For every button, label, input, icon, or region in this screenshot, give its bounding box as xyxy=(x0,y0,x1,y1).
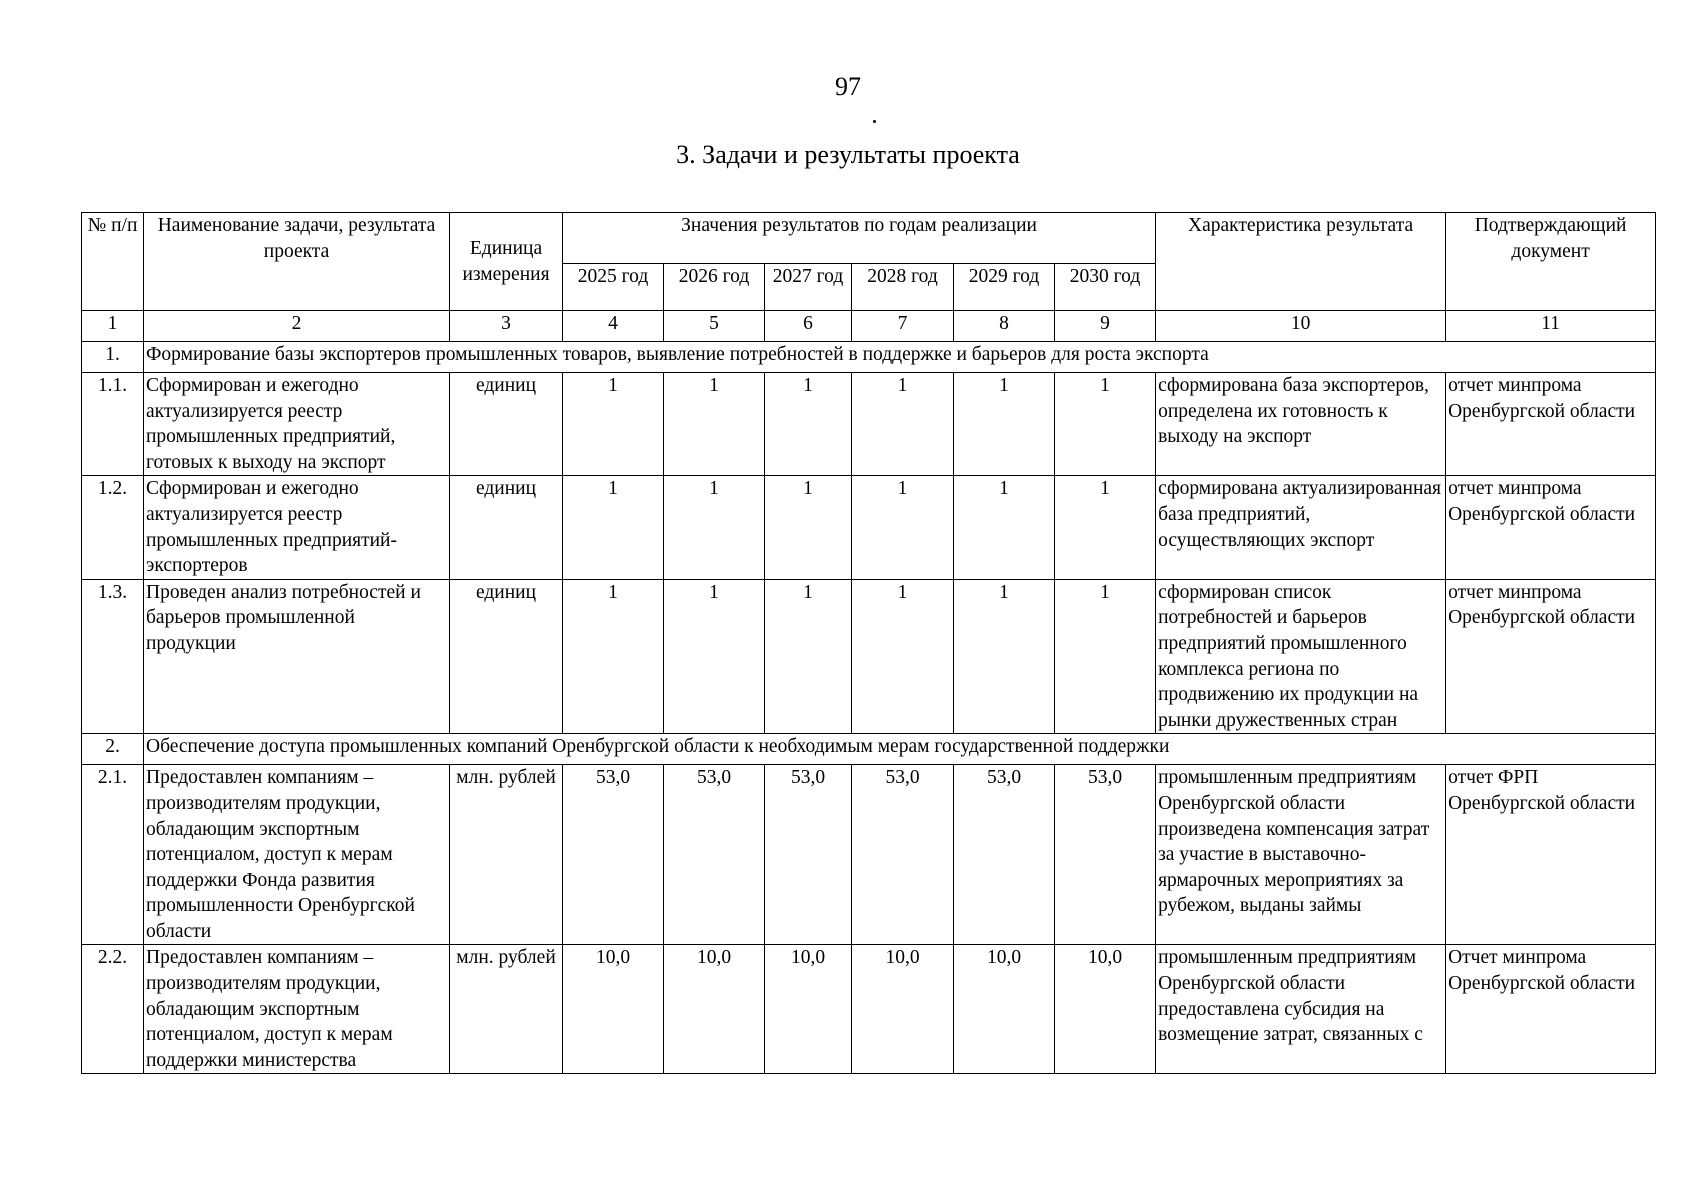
row-value: 1 xyxy=(954,476,1055,579)
header-year: 2027 год xyxy=(765,264,852,311)
row-value: 1 xyxy=(563,579,664,734)
row-name: Проведен анализ потребностей и барьеров промышленной продукции xyxy=(144,579,450,734)
column-number: 6 xyxy=(765,311,852,342)
header-year: 2026 год xyxy=(664,264,765,311)
row-name: Сформирован и ежегодно актуализируется реестр промышленных предприятий, готовых к выходу на экспорт xyxy=(144,373,450,476)
column-number: 1 xyxy=(82,311,144,342)
row-value: 1 xyxy=(563,476,664,579)
row-value: 1 xyxy=(563,373,664,476)
row-value: 53,0 xyxy=(765,765,852,945)
row-unit: единиц xyxy=(450,476,563,579)
row-value: 1 xyxy=(765,373,852,476)
row-value: 10,0 xyxy=(664,945,765,1074)
results-table xyxy=(81,212,1656,1074)
row-unit: единиц xyxy=(450,579,563,734)
column-number: 3 xyxy=(450,311,563,342)
header-values-group: Значения результатов по годам реализации xyxy=(563,213,1156,264)
section-title: 3. Задачи и результаты проекта xyxy=(676,140,1020,169)
section-row xyxy=(82,342,1656,373)
row-value: 1 xyxy=(765,579,852,734)
row-value: 1 xyxy=(1055,373,1156,476)
section-num: 2. xyxy=(82,734,144,765)
column-number: 11 xyxy=(1446,311,1656,342)
row-value: 1 xyxy=(664,373,765,476)
row-document: Отчет минпрома Оренбургской области xyxy=(1446,945,1656,1074)
row-value: 1 xyxy=(954,579,1055,734)
row-value: 53,0 xyxy=(563,765,664,945)
header-year: 2025 год xyxy=(563,264,664,311)
header-row xyxy=(82,213,1656,264)
header-num: № п/п xyxy=(82,213,144,311)
section-title: Обеспечение доступа промышленных компаний Оренбургской области к необходимым мерам государственной поддержки xyxy=(144,734,1656,765)
section-row xyxy=(82,734,1656,765)
section-title: Формирование базы экспортеров промышленных товаров, выявление потребностей в поддержке и барьеров для роста экспорта xyxy=(144,342,1656,373)
row-name: Сформирован и ежегодно актуализируется реестр промышленных предприятий-экспортеров xyxy=(144,476,450,579)
column-number: 7 xyxy=(852,311,954,342)
row-value: 1 xyxy=(1055,476,1156,579)
row-name: Предоставлен компаниям – производителям продукции, обладающим экспортным потенциалом, доступ к мерам поддержки Фонда развития промышленности Оренбургской области xyxy=(144,765,450,945)
column-number: 5 xyxy=(664,311,765,342)
stray-dot xyxy=(873,120,876,123)
row-value: 1 xyxy=(852,579,954,734)
header-year: 2030 год xyxy=(1055,264,1156,311)
row-value: 1 xyxy=(852,373,954,476)
column-number: 4 xyxy=(563,311,664,342)
header-document: Подтверждающий документ xyxy=(1446,213,1656,311)
row-num: 1.1. xyxy=(82,373,144,476)
row-value: 53,0 xyxy=(1055,765,1156,945)
row-value: 53,0 xyxy=(852,765,954,945)
row-document: отчет минпрома Оренбургской области xyxy=(1446,579,1656,734)
column-number: 8 xyxy=(954,311,1055,342)
row-value: 10,0 xyxy=(1055,945,1156,1074)
row-unit: единиц xyxy=(450,373,563,476)
table-row xyxy=(82,945,1656,1074)
row-num: 1.3. xyxy=(82,579,144,734)
column-number: 10 xyxy=(1156,311,1446,342)
table-row xyxy=(82,579,1656,734)
row-document: отчет минпрома Оренбургской области xyxy=(1446,373,1656,476)
section-num: 1. xyxy=(82,342,144,373)
row-value: 1 xyxy=(852,476,954,579)
row-value: 1 xyxy=(1055,579,1156,734)
column-number: 2 xyxy=(144,311,450,342)
row-num: 1.2. xyxy=(82,476,144,579)
row-value: 1 xyxy=(664,579,765,734)
row-value: 53,0 xyxy=(664,765,765,945)
header-characteristic: Характеристика результата xyxy=(1156,213,1446,311)
column-number: 9 xyxy=(1055,311,1156,342)
row-document: отчет ФРП Оренбургской области xyxy=(1446,765,1656,945)
row-characteristic: сформирован список потребностей и барьеров предприятий промышленного комплекса региона по продвижению их продукции на рынки дружественных стран xyxy=(1156,579,1446,734)
row-characteristic: промышленным предприятиям Оренбургской области предоставлена субсидия на возмещение затрат, связанных с xyxy=(1156,945,1446,1074)
column-number-row xyxy=(82,311,1656,342)
row-characteristic: промышленным предприятиям Оренбургской области произведена компенсация затрат за участие в выставочно-ярмарочных мероприятиях за рубежом, выданы займы xyxy=(1156,765,1446,945)
header-year: 2028 год xyxy=(852,264,954,311)
row-num: 2.1. xyxy=(82,765,144,945)
row-unit: млн. рублей xyxy=(450,765,563,945)
header-name: Наименование задачи, результата проекта xyxy=(144,213,450,311)
row-num: 2.2. xyxy=(82,945,144,1074)
row-value: 10,0 xyxy=(852,945,954,1074)
row-value: 10,0 xyxy=(954,945,1055,1074)
table-row xyxy=(82,765,1656,945)
row-value: 10,0 xyxy=(563,945,664,1074)
row-value: 10,0 xyxy=(765,945,852,1074)
row-value: 1 xyxy=(664,476,765,579)
row-characteristic: сформирована актуализированная база предприятий, осуществляющих экспорт xyxy=(1156,476,1446,579)
table-row xyxy=(82,373,1656,476)
header-year: 2029 год xyxy=(954,264,1055,311)
header-unit: Единица измерения xyxy=(450,213,563,311)
row-value: 1 xyxy=(765,476,852,579)
table-row xyxy=(82,476,1656,579)
row-characteristic: сформирована база экспортеров, определена их готовность к выходу на экспорт xyxy=(1156,373,1446,476)
page-number: 97 xyxy=(835,72,861,101)
row-unit: млн. рублей xyxy=(450,945,563,1074)
row-value: 1 xyxy=(954,373,1055,476)
row-name: Предоставлен компаниям – производителям продукции, обладающим экспортным потенциалом, доступ к мерам поддержки министерства xyxy=(144,945,450,1074)
row-document: отчет минпрома Оренбургской области xyxy=(1446,476,1656,579)
row-value: 53,0 xyxy=(954,765,1055,945)
